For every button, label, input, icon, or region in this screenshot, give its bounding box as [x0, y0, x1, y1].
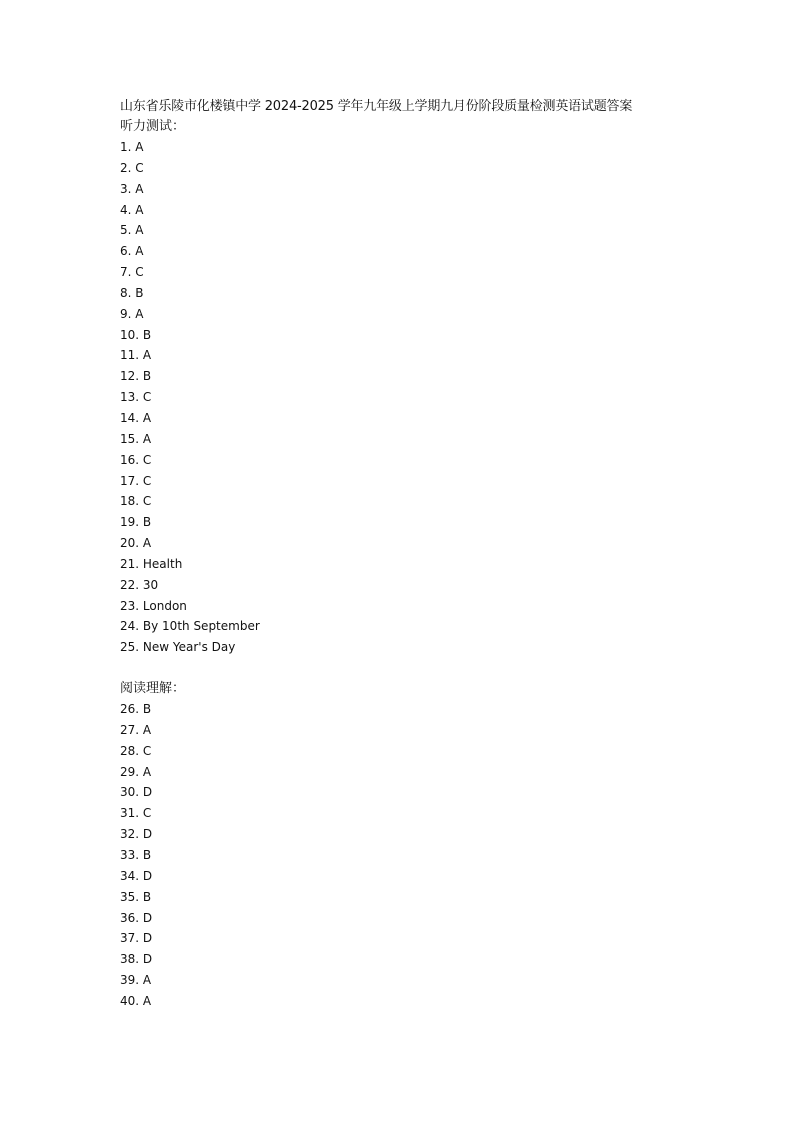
answer-item: 18. C — [120, 494, 152, 509]
answer-item: 7. C — [120, 265, 144, 280]
answer-item: 28. C — [120, 743, 152, 758]
answer-item: 17. C — [120, 473, 152, 488]
answer-item: 31. C — [120, 806, 152, 821]
answer-item: 1. A — [120, 140, 144, 154]
answer-item: 8. B — [120, 285, 144, 300]
section-reading — [120, 679, 760, 1012]
answer-item: 11. A — [120, 348, 152, 363]
document-page — [120, 97, 760, 1012]
answer-item: 35. B — [120, 889, 152, 904]
answer-item: 27. A — [120, 722, 152, 737]
answer-item: 30. D — [120, 785, 153, 800]
answer-item: 38. D — [120, 952, 153, 967]
document-title: 山东省乐陵市化楼镇中学 2024-2025 学年九年级上学期九月份阶段质量检测英语试题答案 — [120, 99, 633, 114]
answer-item: 32. D — [120, 827, 153, 842]
section-heading-reading: 阅读理解： — [120, 681, 186, 697]
answer-item: 26. B — [120, 702, 152, 717]
answer-item: 20. A — [120, 536, 152, 551]
answer-item: 10. B — [120, 327, 152, 342]
answer-item: 19. B — [120, 515, 152, 530]
answer-item: 23. London — [120, 598, 187, 613]
answer-item: 29. A — [120, 764, 152, 779]
answer-item: 14. A — [120, 410, 152, 425]
answer-item: 39. A — [120, 973, 152, 988]
answer-item: 5. A — [120, 223, 144, 238]
answer-item: 13. C — [120, 390, 152, 405]
answer-item: 34. D — [120, 868, 153, 883]
answer-item: 16. C — [120, 452, 152, 467]
answer-item: 22. 30 — [120, 577, 159, 592]
section-heading-listening: 听力测试： — [120, 119, 186, 134]
answer-item: 36. D — [120, 910, 153, 925]
answer-list-reading — [120, 699, 760, 1012]
section-listening — [120, 117, 760, 658]
answer-item: 33. B — [120, 848, 152, 862]
answer-item: 25. New Year's Day — [120, 640, 236, 655]
answer-item: 40. A — [120, 993, 152, 1008]
answer-item: 24. By 10th September — [120, 619, 260, 634]
answer-item: 4. A — [120, 202, 144, 217]
answer-item: 21. Health — [120, 556, 183, 571]
answer-item: 3. A — [120, 181, 144, 196]
answer-list-listening — [120, 137, 760, 658]
answer-item: 12. B — [120, 369, 152, 384]
answer-item: 6. A — [120, 244, 144, 259]
answer-item: 9. A — [120, 306, 144, 321]
section-spacer — [120, 658, 760, 679]
answer-item: 15. A — [120, 431, 152, 446]
answer-item: 2. C — [120, 160, 144, 175]
answer-item: 37. D — [120, 931, 153, 946]
